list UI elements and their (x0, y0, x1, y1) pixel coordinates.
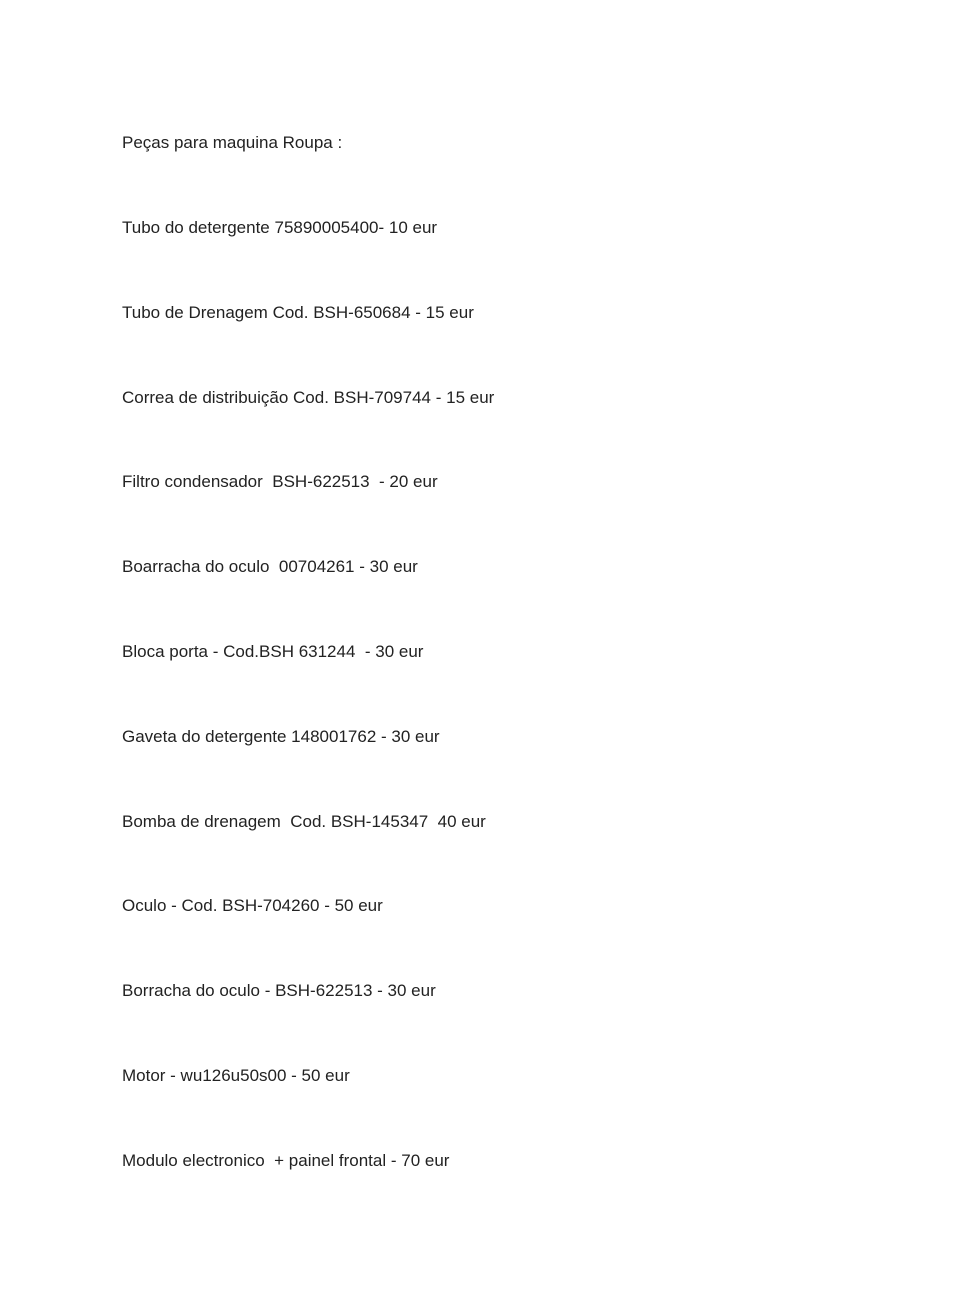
parts-list (122, 131, 882, 1234)
list-item: Oculo - Cod. BSH-704260 - 50 eur (122, 896, 383, 916)
list-item: Filtro condensador BSH-622513 - 20 eur (122, 472, 438, 492)
list-item: Borracha do oculo - BSH-622513 - 30 eur (122, 981, 436, 1001)
document-heading: Peças para maquina Roupa : (122, 133, 343, 152)
list-item: Tubo do detergente 75890005400- 10 eur (122, 218, 438, 237)
list-item: Gaveta do detergente 148001762 - 30 eur (122, 726, 440, 746)
list-item: Bomba de drenagem Cod. BSH-145347 40 eur (122, 811, 486, 831)
list-item: Bloca porta - Cod.BSH 631244 - 30 eur (122, 641, 424, 661)
list-item: Boarracha do oculo 00704261 - 30 eur (122, 557, 418, 577)
list-item: Motor - wu126u50s00 - 50 eur (122, 1065, 350, 1085)
list-item: Correa de distribuição Cod. BSH-709744 - 15 eur (122, 387, 495, 407)
list-item: Modulo electronico + painel frontal - 70 eur (122, 1150, 450, 1170)
list-item: Tubo de Drenagem Cod. BSH-650684 - 15 eur (122, 302, 474, 322)
